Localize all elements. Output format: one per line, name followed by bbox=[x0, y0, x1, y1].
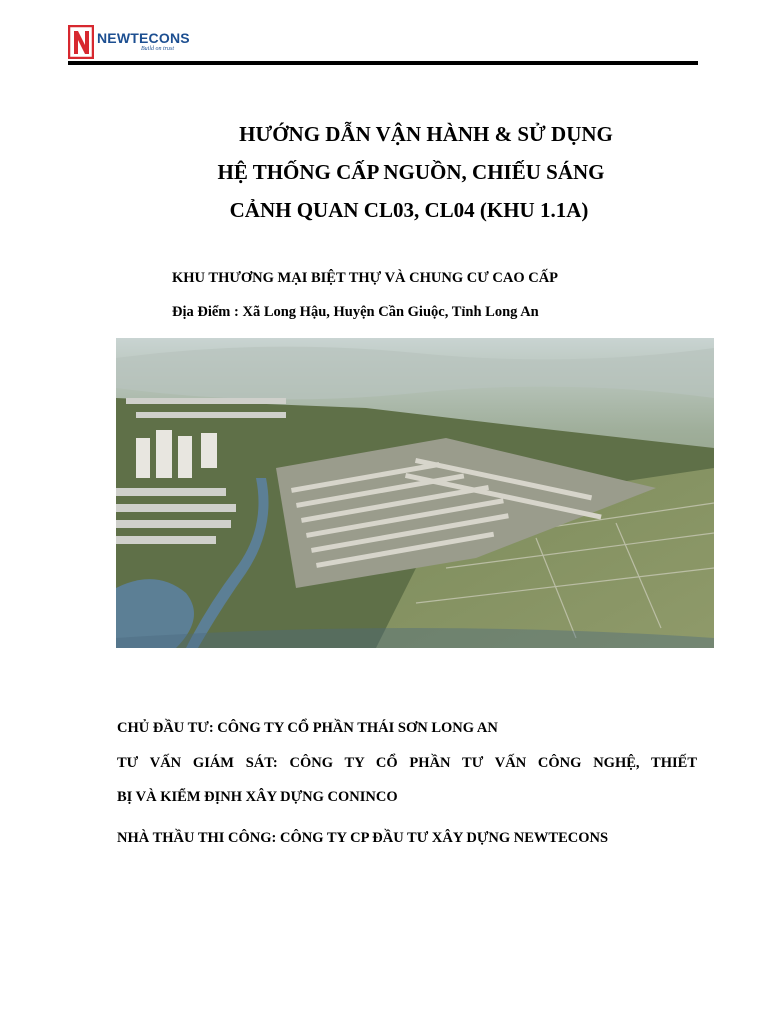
project-name: KHU THƯƠNG MẠI BIỆT THỰ VÀ CHUNG CƯ CAO CẤP bbox=[172, 270, 559, 286]
header-divider bbox=[68, 61, 698, 65]
logo-name: NEWTECONS bbox=[97, 30, 190, 46]
aerial-development-photo bbox=[116, 338, 714, 648]
contractor-line: NHÀ THẦU THI CÔNG: CÔNG TY CP ĐẦU TƯ XÂY DỰNG NEWTECONS bbox=[117, 830, 609, 846]
supervisor-line-2: BỊ VÀ KIỂM ĐỊNH XÂY DỰNG CONINCO bbox=[117, 789, 398, 805]
document-title-line-3: CẢNH QUAN CL03, CL04 (KHU 1.1A) bbox=[229, 198, 589, 222]
company-logo bbox=[68, 22, 190, 62]
newtecons-logo-icon bbox=[68, 25, 94, 59]
project-location: Địa Điểm : Xã Long Hậu, Huyện Cần Giuộc, Tỉnh Long An bbox=[172, 304, 539, 320]
investor-line: CHỦ ĐẦU TƯ: CÔNG TY CỔ PHẦN THÁI SƠN LONG AN bbox=[117, 720, 498, 736]
document-title-line-1: HƯỚNG DẪN VẬN HÀNH & SỬ DỤNG bbox=[239, 122, 613, 146]
supervisor-line-1: TƯ VẤN GIÁM SÁT: CÔNG TY CỔ PHẦN TƯ VẤN CÔNG NGHỆ, THIẾT bbox=[117, 755, 697, 771]
document-title-line-2: HỆ THỐNG CẤP NGUỒN, CHIẾU SÁNG bbox=[217, 160, 605, 184]
logo-tagline: Build on trust bbox=[141, 46, 175, 52]
